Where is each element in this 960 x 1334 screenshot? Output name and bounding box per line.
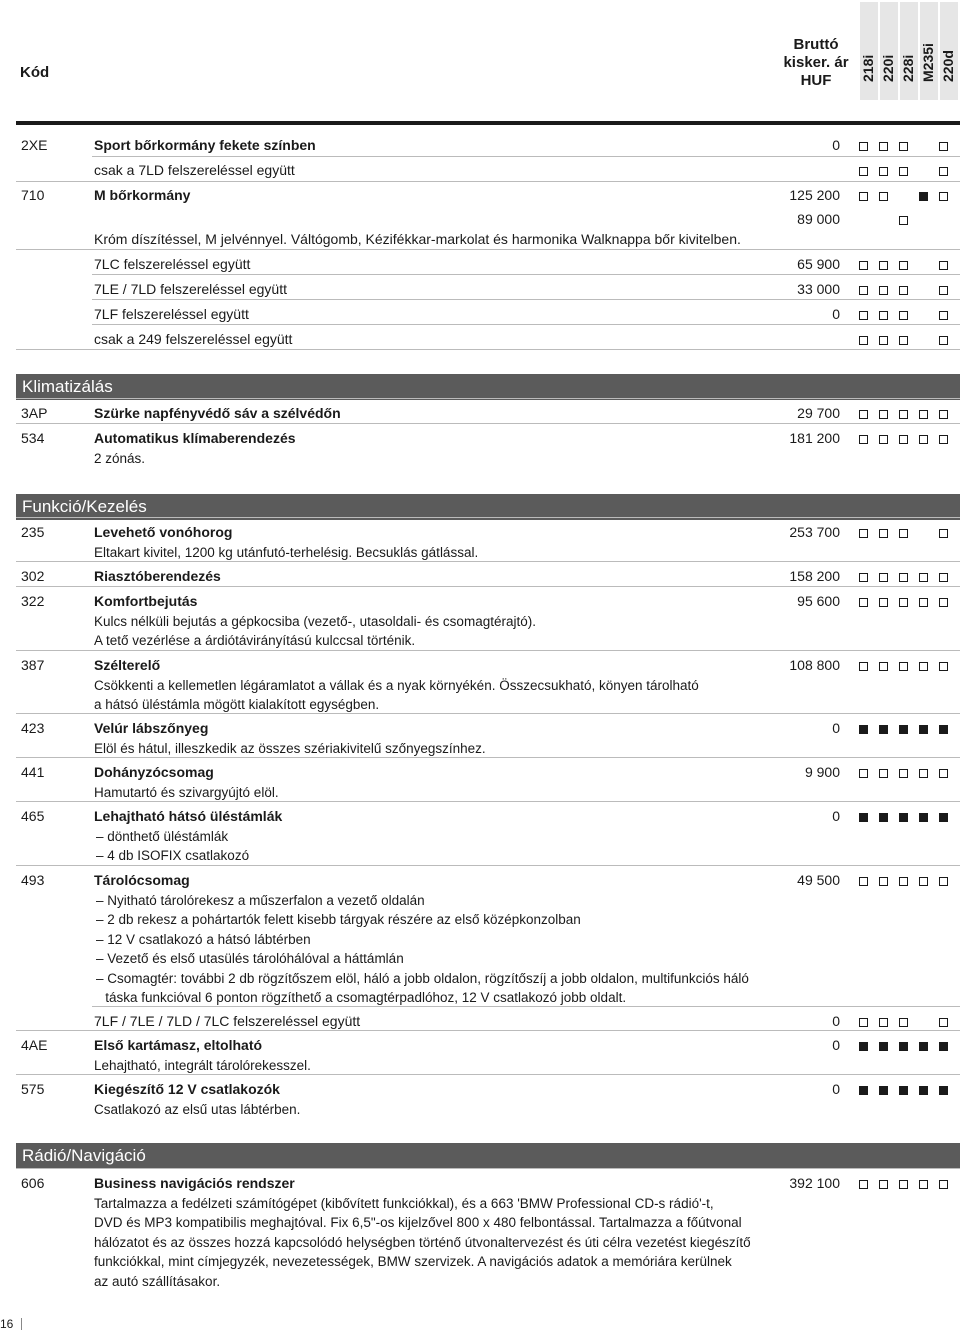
standard-equipment-mark (859, 725, 868, 734)
item-price: 181 200 (789, 430, 840, 446)
optional-equipment-mark (899, 167, 908, 176)
standard-equipment-mark (879, 725, 888, 734)
optional-equipment-mark (879, 529, 888, 538)
optional-equipment-mark (859, 1018, 868, 1027)
optional-equipment-mark (899, 142, 908, 151)
row-separator (92, 324, 960, 325)
row-separator (16, 249, 960, 250)
optional-equipment-mark (879, 336, 888, 345)
item-code: 235 (21, 524, 45, 540)
item-description-line: – 12 V csatlakozó a hátsó lábtérben (96, 931, 311, 947)
item-price: 89 000 (797, 211, 840, 227)
section-title: Klimatizálás (22, 377, 113, 396)
page-number-divider (21, 1318, 22, 1330)
row-separator (92, 274, 960, 275)
standard-equipment-mark (919, 1042, 928, 1051)
item-name: Business navigációs rendszer (94, 1175, 295, 1191)
item-price: 0 (832, 1037, 840, 1053)
optional-equipment-mark (919, 573, 928, 582)
item-price: 0 (832, 720, 840, 736)
item-name: Komfortbejutás (94, 593, 198, 609)
optional-equipment-mark (939, 286, 948, 295)
standard-equipment-mark (899, 813, 908, 822)
item-name: 7LC felszereléssel együtt (94, 256, 251, 272)
optional-equipment-mark (879, 769, 888, 778)
optional-equipment-mark (859, 286, 868, 295)
standard-equipment-mark (899, 1042, 908, 1051)
model-column-218i (860, 2, 878, 100)
optional-equipment-mark (939, 769, 948, 778)
item-description-line: – dönthető üléstámlák (96, 829, 229, 844)
item-price: 9 900 (804, 764, 840, 780)
section-title: Funkció/Kezelés (22, 497, 147, 516)
standard-equipment-mark (859, 1086, 868, 1095)
optional-equipment-mark (859, 336, 868, 345)
optional-equipment-mark (919, 410, 928, 419)
optional-equipment-mark (899, 410, 908, 419)
item-name: Automatikus klímaberendezés (94, 430, 296, 446)
item-description-line: – 2 db rekesz a pohártartók felett kisebb tárgyak részére az első középkonzolban (96, 912, 581, 928)
optional-equipment-mark (939, 662, 948, 671)
item-description-line: a hátsó üléstámla mögött kialakított egységben. (94, 697, 380, 713)
optional-equipment-mark (899, 261, 908, 270)
item-name: csak a 7LD felszereléssel együtt (94, 162, 295, 178)
item-description-line: DVD és MP3 kompatibilis meghajtóval. Fix 6,5"-os kijelzővel 800 x 480 felbontással. Tartalmazza a főútvonal (94, 1215, 742, 1231)
optional-equipment-mark (859, 877, 868, 886)
item-code: 441 (21, 764, 45, 780)
optional-equipment-mark (899, 311, 908, 320)
optional-equipment-mark (859, 192, 868, 201)
optional-equipment-mark (859, 261, 868, 270)
optional-equipment-mark (879, 877, 888, 886)
item-price: 49 500 (797, 872, 840, 888)
optional-equipment-mark (939, 877, 948, 886)
optional-equipment-mark (859, 311, 868, 320)
optional-equipment-mark (939, 261, 948, 270)
code-column-header: Kód (20, 64, 50, 81)
item-price: 0 (832, 137, 840, 153)
row-separator (16, 398, 960, 399)
standard-equipment-mark (919, 813, 928, 822)
standard-equipment-mark (919, 1086, 928, 1095)
optional-equipment-mark (939, 167, 948, 176)
optional-equipment-mark (919, 598, 928, 607)
model-column-220i (880, 2, 898, 100)
item-code: 606 (21, 1175, 45, 1191)
standard-equipment-mark (899, 1086, 908, 1095)
item-description-line: hálózatot és az összes hozzá kapcsolódó helységben történő útvonaltervezést és úti célra vezetést kiegészítő (94, 1234, 751, 1250)
item-description-line: Csatlakozó az elsű utas lábtérben. (94, 1102, 301, 1117)
optional-equipment-mark (879, 410, 888, 419)
optional-equipment-mark (859, 435, 868, 444)
row-separator (92, 299, 960, 300)
item-description-line: Eltakart kivitel, 1200 kg utánfutó-terhelésig. Becsuklás gátlással. (94, 545, 479, 560)
item-description-line: az autó szállításakor. (94, 1273, 221, 1289)
optional-equipment-mark (939, 1180, 948, 1189)
optional-equipment-mark (859, 598, 868, 607)
optional-equipment-mark (899, 769, 908, 778)
standard-equipment-mark (919, 192, 928, 201)
item-code: 493 (21, 872, 45, 888)
model-label: 228i (900, 54, 916, 82)
item-price: 125 200 (789, 187, 840, 203)
item-code: 423 (21, 720, 45, 736)
optional-equipment-mark (899, 1180, 908, 1189)
standard-equipment-mark (919, 725, 928, 734)
item-code: 322 (21, 593, 45, 609)
row-separator (16, 349, 960, 350)
item-code: 575 (21, 1081, 45, 1097)
item-code: 4AE (21, 1037, 48, 1053)
item-description-line: – Vezető és első utasülés tárolóhálóval a háttámlán (96, 951, 404, 967)
model-label: 220i (880, 54, 896, 82)
item-name: Levehető vonóhorog (94, 524, 233, 540)
item-price: 0 (832, 306, 840, 322)
item-name: Velúr lábszőnyeg (94, 720, 209, 736)
row-separator (16, 517, 960, 518)
optional-equipment-mark (859, 769, 868, 778)
standard-equipment-mark (879, 1042, 888, 1051)
model-label: 220d (940, 50, 956, 82)
standard-equipment-mark (939, 1086, 948, 1095)
optional-equipment-mark (899, 662, 908, 671)
section-header (16, 1143, 960, 1169)
item-code: 710 (21, 187, 45, 203)
optional-equipment-mark (859, 573, 868, 582)
row-separator (92, 156, 960, 157)
item-description-line: Elöl és hátul, illeszkedik az összes szériakivitelű szőnyegszínhez. (94, 741, 486, 756)
standard-equipment-mark (939, 813, 948, 822)
standard-equipment-mark (879, 813, 888, 822)
optional-equipment-mark (919, 662, 928, 671)
item-name: Sport bőrkormány fekete színben (94, 137, 316, 153)
optional-equipment-mark (939, 142, 948, 151)
optional-equipment-mark (919, 769, 928, 778)
optional-equipment-mark (939, 435, 948, 444)
optional-equipment-mark (859, 167, 868, 176)
price-column-header (770, 36, 862, 90)
optional-equipment-mark (939, 311, 948, 320)
item-name: 7LF felszereléssel együtt (94, 306, 249, 322)
optional-equipment-mark (899, 877, 908, 886)
item-price: 65 900 (797, 256, 840, 272)
standard-equipment-mark (859, 1042, 868, 1051)
optional-equipment-mark (879, 435, 888, 444)
model-column-m235i (920, 2, 938, 100)
model-label: M235i (920, 43, 936, 82)
optional-equipment-mark (859, 1180, 868, 1189)
optional-equipment-mark (899, 573, 908, 582)
item-description-line: Lehajtható, integrált tárolórekesszel. (94, 1058, 311, 1073)
optional-equipment-mark (939, 336, 948, 345)
item-name: M bőrkormány (94, 187, 191, 203)
optional-equipment-mark (939, 529, 948, 538)
optional-equipment-mark (879, 573, 888, 582)
optional-equipment-mark (899, 529, 908, 538)
item-description-line: táska funkcióval 6 ponton rögzíthető a csomagtérpadlóhoz, 12 V csatlakozó jobb oldalt. (94, 990, 627, 1005)
item-description-line: – 4 db ISOFIX csatlakozó (96, 848, 250, 864)
optional-equipment-mark (879, 1180, 888, 1189)
item-name: Riasztóberendezés (94, 568, 221, 584)
price-header-line: Bruttó (793, 36, 839, 53)
item-price: 253 700 (789, 524, 840, 540)
item-price: 0 (832, 808, 840, 824)
optional-equipment-mark (899, 216, 908, 225)
standard-equipment-mark (859, 813, 868, 822)
item-price: 33 000 (797, 281, 840, 297)
page-number: 16 (0, 1317, 14, 1331)
header-rule (16, 121, 960, 125)
optional-equipment-mark (859, 142, 868, 151)
row-separator (16, 1030, 960, 1031)
item-price: 29 700 (797, 405, 840, 421)
item-name: Kiegészítő 12 V csatlakozók (94, 1081, 280, 1097)
item-price: 158 200 (789, 568, 840, 584)
optional-equipment-mark (939, 1018, 948, 1027)
item-name: Tárolócsomag (94, 872, 190, 888)
item-name: csak a 249 felszereléssel együtt (94, 331, 293, 347)
optional-equipment-mark (919, 1180, 928, 1189)
optional-equipment-mark (919, 435, 928, 444)
model-label: 218i (860, 54, 876, 82)
model-column-220d (940, 2, 958, 100)
item-description-line: Csökkenti a kellemetlen légáramlatot a vállak és a nyak környékén. Összecsukható, könyen tárolható (94, 678, 699, 693)
optional-equipment-mark (859, 529, 868, 538)
optional-equipment-mark (939, 573, 948, 582)
optional-equipment-mark (879, 1018, 888, 1027)
optional-equipment-mark (899, 286, 908, 295)
item-name: Lehajtható hátsó üléstámlák (94, 808, 283, 824)
item-description-line: – Csomagtér: további 2 db rögzítőszem elöl, háló a jobb oldalon, rögzítőszíj a jobb oldalon, multifunkciós háló (96, 970, 749, 986)
item-name: 7LE / 7LD felszereléssel együtt (94, 281, 287, 297)
optional-equipment-mark (879, 311, 888, 320)
item-code: 3AP (21, 405, 48, 421)
item-description-line: funkciókkal, mint címjegyzék, nevezetességek, BMW szervizek. A navigációs adatok a memóriára kerülnek (94, 1254, 732, 1270)
item-name: Króm díszítéssel, M jelvénnyel. Váltógomb, Kézifékkar-markolat és harmonika Walknappa bőr kivitelben. (94, 231, 741, 247)
standard-equipment-mark (879, 1086, 888, 1095)
item-description-line: Tartalmazza a fedélzeti számítógépet (kibővített funkciókkal), és a 663 'BMW Professional CD-s rádió'-t, (94, 1196, 714, 1211)
optional-equipment-mark (939, 192, 948, 201)
row-separator (16, 181, 960, 182)
standard-equipment-mark (939, 1042, 948, 1051)
optional-equipment-mark (939, 410, 948, 419)
optional-equipment-mark (939, 598, 948, 607)
optional-equipment-mark (879, 142, 888, 151)
optional-equipment-mark (899, 1018, 908, 1027)
item-code: 465 (21, 808, 45, 824)
optional-equipment-mark (899, 435, 908, 444)
item-name: 7LF / 7LE / 7LD / 7LC felszereléssel együtt (94, 1013, 361, 1029)
optional-equipment-mark (879, 261, 888, 270)
section-title: Rádió/Navigáció (22, 1146, 146, 1165)
row-separator (16, 423, 960, 424)
standard-equipment-mark (939, 725, 948, 734)
standard-equipment-mark (899, 725, 908, 734)
item-description-line: – Nyitható tárolórekesz a műszerfalon a vezető oldalán (96, 893, 425, 908)
item-description-line: 2 zónás. (94, 451, 146, 466)
optional-equipment-mark (879, 662, 888, 671)
optional-equipment-mark (879, 192, 888, 201)
price-header-line: HUF (800, 72, 832, 89)
item-code: 387 (21, 657, 45, 673)
item-name: Szélterelő (94, 657, 161, 673)
item-description-line: A tető vezérlése a árdiótávirányítású kulccsal történik. (94, 633, 416, 649)
row-separator (16, 1168, 960, 1169)
item-name: Dohányzócsomag (94, 764, 214, 780)
optional-equipment-mark (879, 286, 888, 295)
item-description-line: Kulcs nélküli bejutás a gépkocsiba (vezető-, utasoldali- és csomagtérajtó). (94, 614, 536, 629)
optional-equipment-mark (879, 598, 888, 607)
optional-equipment-mark (919, 877, 928, 886)
item-price: 0 (832, 1013, 840, 1029)
item-price: 392 100 (789, 1175, 840, 1191)
item-description-line: Hamutartó és szivargyújtó elöl. (94, 785, 279, 800)
optional-equipment-mark (899, 598, 908, 607)
optional-equipment-mark (859, 662, 868, 671)
item-price: 0 (832, 1081, 840, 1097)
item-price: 108 800 (789, 657, 840, 673)
item-code: 2XE (21, 137, 48, 153)
optional-equipment-mark (899, 336, 908, 345)
model-column-228i (900, 2, 918, 100)
price-header-line: kisker. ár (783, 54, 849, 71)
item-name: Első kartámasz, eltolható (94, 1037, 263, 1053)
optional-equipment-mark (879, 167, 888, 176)
item-code: 534 (21, 430, 45, 446)
row-separator (16, 586, 960, 587)
item-code: 302 (21, 568, 45, 584)
item-name: Szürke napfényvédő sáv a szélvédőn (94, 405, 341, 421)
item-price: 95 600 (797, 593, 840, 609)
optional-equipment-mark (859, 410, 868, 419)
section-header (16, 374, 960, 400)
